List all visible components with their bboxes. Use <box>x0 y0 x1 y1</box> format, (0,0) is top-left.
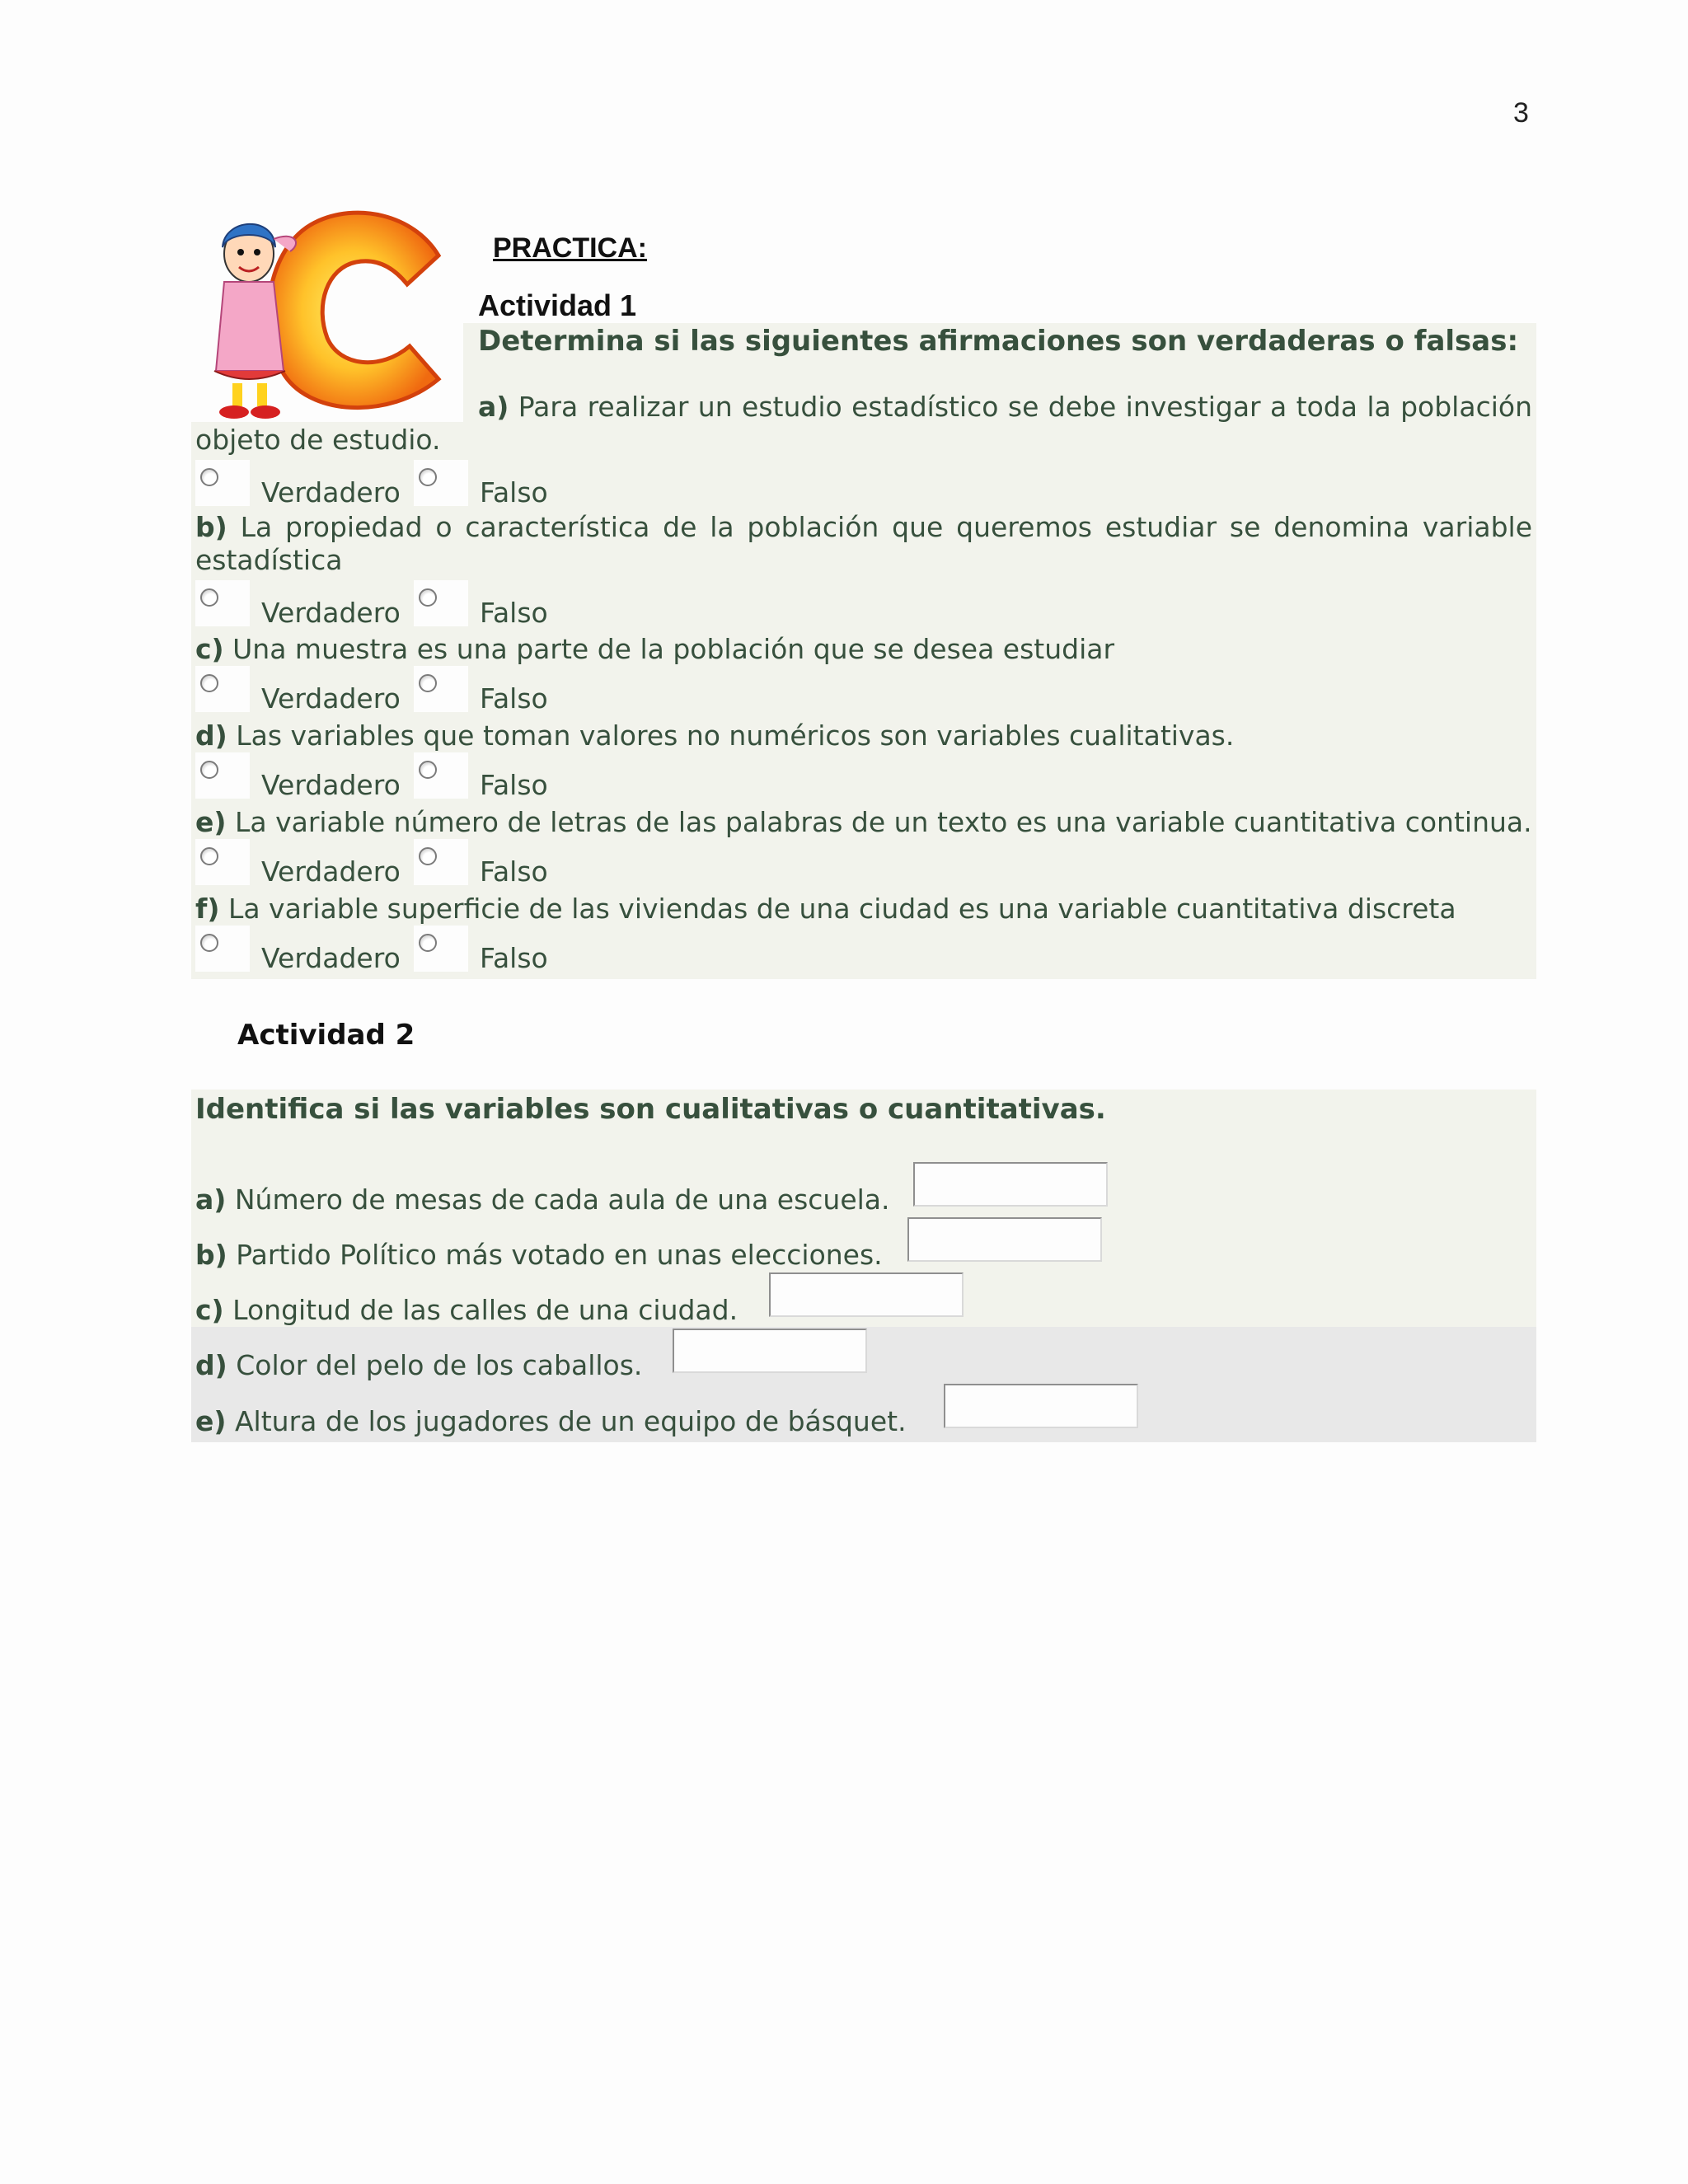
radio-true[interactable] <box>195 752 250 799</box>
radio-true[interactable] <box>195 580 250 626</box>
radio-circle-icon[interactable] <box>200 468 218 486</box>
answer-row-d <box>195 752 772 802</box>
radio-circle-icon[interactable] <box>419 847 437 865</box>
question-c <box>195 633 1532 666</box>
answer-input-c[interactable] <box>769 1272 964 1317</box>
variable-item-e <box>195 1405 907 1437</box>
radio-false[interactable] <box>414 666 468 712</box>
radio-circle-icon[interactable] <box>200 761 218 779</box>
radio-circle-icon[interactable] <box>419 674 437 692</box>
question-text: Una muestra es una parte de la población que se desea estudiar <box>232 633 1115 665</box>
label-false: Falso <box>480 769 548 801</box>
radio-circle-icon[interactable] <box>200 588 218 607</box>
activity2-instruction: Identifica si las variables son cualitativas o cuantitativas. <box>195 1093 1106 1126</box>
item-text: Color del pelo de los caballos. <box>236 1349 643 1381</box>
activity1-title: Actividad 1 <box>478 288 637 322</box>
radio-circle-icon[interactable] <box>419 934 437 952</box>
activity2-title: Actividad 2 <box>237 1019 415 1052</box>
radio-false[interactable] <box>414 460 468 506</box>
radio-circle-icon[interactable] <box>200 674 218 692</box>
question-text: La variable superficie de las viviendas de una ciudad es una variable cuantitativa discreta <box>227 893 1456 925</box>
question-letter: b) <box>195 511 227 543</box>
question-letter: e) <box>195 806 227 838</box>
radio-false[interactable] <box>414 839 468 885</box>
label-true: Verdadero <box>261 597 401 629</box>
variable-item-d <box>195 1349 642 1381</box>
question-letter: a) <box>478 391 509 423</box>
page-number: 3 <box>1513 97 1529 129</box>
label-true: Verdadero <box>261 682 401 715</box>
radio-circle-icon[interactable] <box>200 934 218 952</box>
label-false: Falso <box>480 476 548 509</box>
radio-false[interactable] <box>414 580 468 626</box>
answer-row-e <box>195 839 772 888</box>
answer-row-c <box>195 666 772 715</box>
item-text: Número de mesas de cada aula de una escuela. <box>234 1183 890 1216</box>
activity1-instruction: Determina si las siguientes afirmaciones son verdaderas o falsas: <box>478 325 1519 358</box>
label-false: Falso <box>480 855 548 888</box>
radio-false[interactable] <box>414 926 468 972</box>
radio-true[interactable] <box>195 460 250 506</box>
radio-circle-icon[interactable] <box>419 761 437 779</box>
variable-item-a <box>195 1183 890 1216</box>
radio-true[interactable] <box>195 926 250 972</box>
answer-row-f <box>195 926 772 975</box>
question-letter: f) <box>195 893 220 925</box>
item-text: Altura de los jugadores de un equipo de básquet. <box>234 1405 907 1437</box>
question-a <box>195 391 1532 457</box>
question-letter: c) <box>195 633 224 665</box>
question-text: Las variables que toman valores no numéricos son variables cualitativas. <box>236 719 1235 752</box>
label-true: Verdadero <box>261 942 401 974</box>
label-false: Falso <box>480 682 548 715</box>
item-letter: e) <box>195 1405 227 1437</box>
question-f <box>195 893 1532 926</box>
answer-row-a <box>195 460 772 509</box>
question-e <box>195 806 1532 839</box>
question-b <box>195 511 1532 577</box>
question-text: La variable número de letras de las palabras de un texto es una variable cuantitativa continua. <box>234 806 1532 838</box>
label-true: Verdadero <box>261 476 401 509</box>
item-letter: d) <box>195 1349 227 1381</box>
item-text: Longitud de las calles de una ciudad. <box>232 1294 738 1326</box>
question-d <box>195 719 1532 752</box>
question-text: Para realizar un estudio estadístico se debe investigar a toda la población objeto de estudio. <box>195 391 1532 456</box>
letter-c-with-doll-icon <box>191 206 463 422</box>
answer-row-b <box>195 580 772 630</box>
radio-true[interactable] <box>195 666 250 712</box>
variable-item-c <box>195 1294 738 1326</box>
label-true: Verdadero <box>261 855 401 888</box>
label-false: Falso <box>480 942 548 974</box>
answer-input-e[interactable] <box>944 1384 1138 1428</box>
label-true: Verdadero <box>261 769 401 801</box>
answer-input-b[interactable] <box>907 1217 1102 1262</box>
radio-true[interactable] <box>195 839 250 885</box>
radio-circle-icon[interactable] <box>200 847 218 865</box>
radio-false[interactable] <box>414 752 468 799</box>
radio-circle-icon[interactable] <box>419 588 437 607</box>
question-text: La propiedad o característica de la población que queremos estudiar se denomina variable estadística <box>195 511 1532 576</box>
answer-input-a[interactable] <box>913 1162 1108 1207</box>
item-letter: a) <box>195 1183 227 1216</box>
question-letter: d) <box>195 719 227 752</box>
label-false: Falso <box>480 597 548 629</box>
item-letter: b) <box>195 1239 227 1271</box>
item-letter: c) <box>195 1294 224 1326</box>
item-text: Partido Político más votado en unas elecciones. <box>236 1239 883 1271</box>
radio-circle-icon[interactable] <box>419 468 437 486</box>
variable-item-b <box>195 1239 883 1271</box>
answer-input-d[interactable] <box>673 1329 867 1373</box>
practica-title: PRACTICA: <box>493 232 647 264</box>
